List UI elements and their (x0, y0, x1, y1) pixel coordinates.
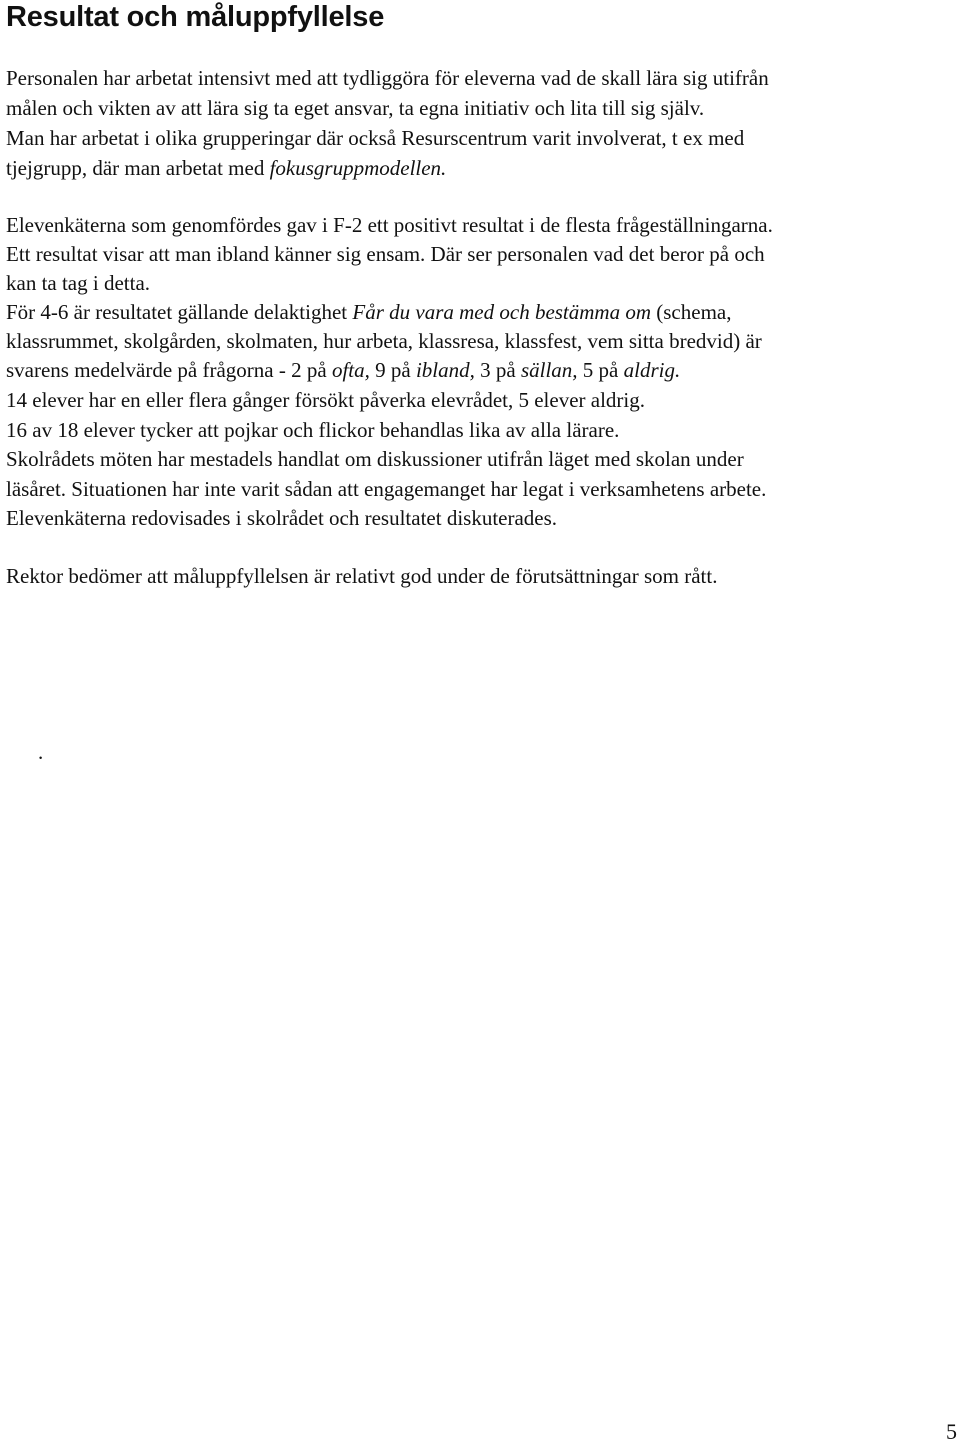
section-heading: Resultat och måluppfyllelse (6, 1, 385, 33)
text-run: tjejgrupp, där man arbetat med (6, 156, 270, 180)
conclusion-line: Rektor bedömer att måluppfyllelsen är relativt god under de förutsättningar som rått. (6, 564, 718, 588)
paragraph-line (6, 154, 446, 182)
paragraph-line: Elevenkäterna som genomfördes gav i F-2 ett positivt resultat i de flesta frågeställningarna. (6, 213, 773, 237)
italic-answer: ibland, (415, 358, 475, 382)
italic-answer: sällan, (520, 358, 578, 382)
paragraph-line: Personalen har arbetat intensivt med att tydliggöra för eleverna vad de skall lära sig utifrån (6, 66, 769, 90)
paragraph-line: Elevenkäterna redovisades i skolrådet och resultatet diskuterades. (6, 506, 558, 530)
paragraph-line: Man har arbetat i olika grupperingar där också Resurscentrum varit involverat, t ex med (6, 126, 745, 150)
paragraph-line: klassrummet, skolgården, skolmaten, hur arbeta, klassresa, klassfest, vem sitta bredvid) är (6, 329, 762, 353)
text-run: För 4-6 är resultatet gällande delaktighet (6, 300, 353, 324)
paragraph-line: målen och vikten av att lära sig ta eget ansvar, ta egna initiativ och lita till sig själv. (6, 96, 705, 120)
paragraph-line: kan ta tag i detta. (6, 271, 151, 295)
italic-answer: aldrig. (623, 358, 681, 382)
paragraph-line: läsåret. Situationen har inte varit sådan att engagemanget har legat i verksamhetens arbete. (6, 477, 767, 501)
text-run: svarens medelvärde på frågorna - 2 på (6, 358, 332, 382)
italic-question: Får du vara med och bestämma om (352, 300, 652, 324)
text-run: (schema, (651, 300, 732, 324)
text-run: 5 på (577, 358, 624, 382)
italic-term: fokusgruppmodellen. (269, 156, 447, 180)
italic-answer: ofta, (331, 358, 370, 382)
text-run: 9 på (369, 358, 416, 382)
page-number: 5 (946, 1419, 957, 1444)
text-run: 3 på (474, 358, 521, 382)
paragraph-line (6, 298, 731, 326)
paragraph-line: 14 elever har en eller flera gånger försökt påverka elevrådet, 5 elever aldrig. (6, 388, 645, 412)
paragraph-line: Skolrådets möten har mestadels handlat om diskussioner utifrån läget med skolan under (6, 447, 744, 471)
paragraph-line (6, 356, 680, 384)
stray-dot: . (38, 740, 44, 764)
paragraph-line: Ett resultat visar att man ibland känner sig ensam. Där ser personalen vad det beror på och (6, 242, 765, 266)
paragraph-line: 16 av 18 elever tycker att pojkar och flickor behandlas lika av alla lärare. (6, 418, 620, 442)
